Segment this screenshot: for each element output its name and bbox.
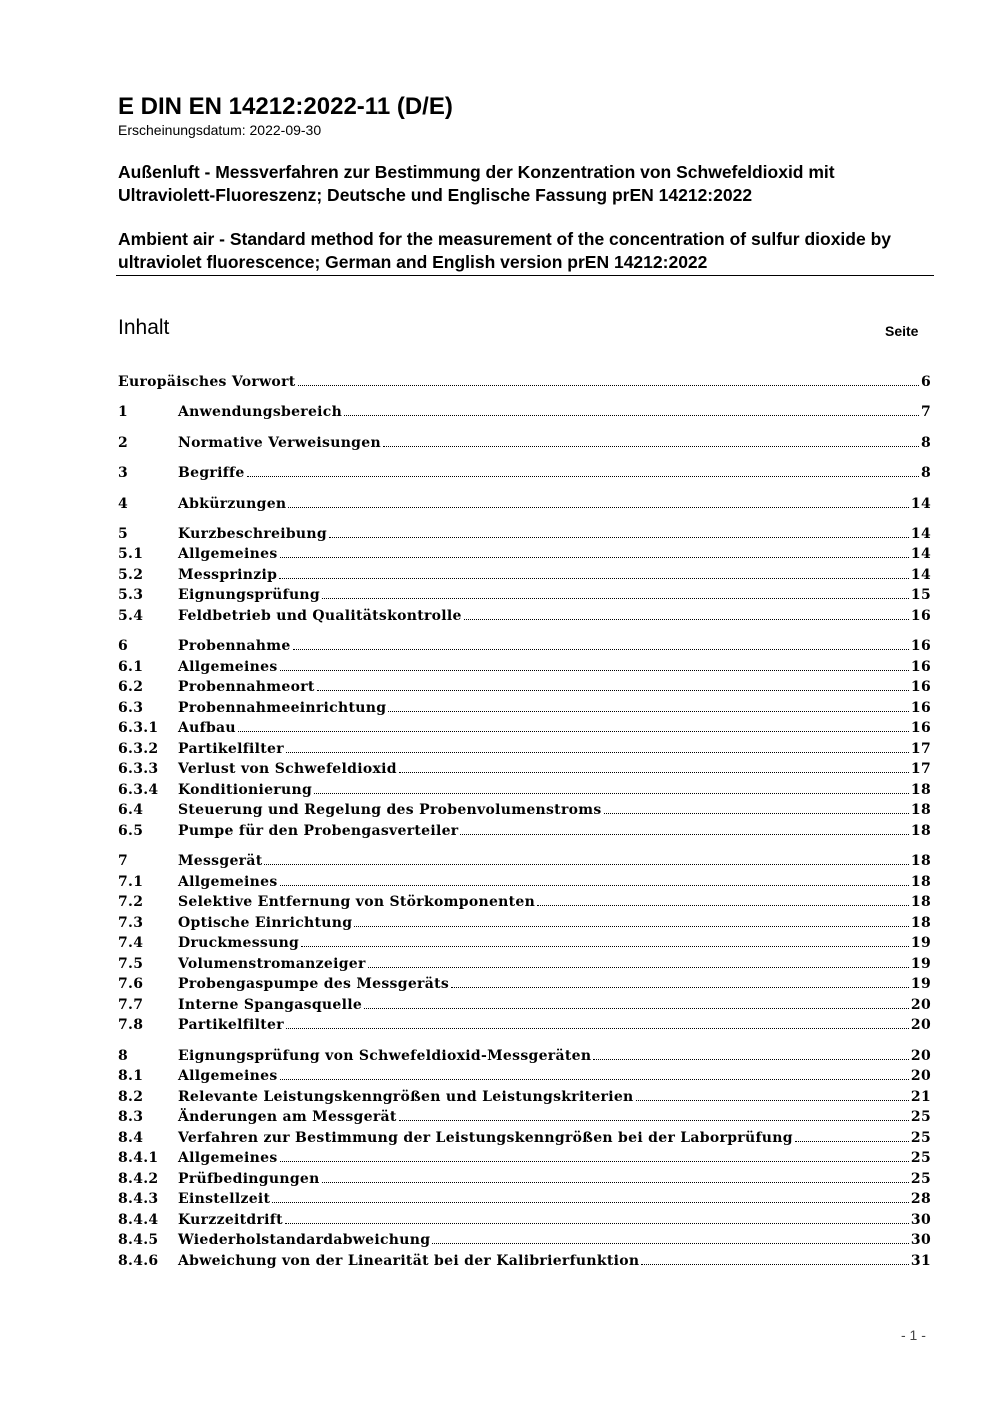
toc-entry-number: 6 [118,638,129,654]
toc-entry-page: 21 [910,1089,931,1105]
toc-entry-title: Eignungsprüfung [178,587,320,603]
toc-entry-title: Probengaspumpe des Messgeräts [178,976,450,992]
toc-leader-dots [238,725,909,732]
toc-leader-dots [322,592,909,599]
toc-entry[interactable] [118,494,931,514]
toc-entry-number: 7.8 [118,1017,144,1033]
toc-entry[interactable] [118,606,931,626]
toc-leader-dots [451,981,909,988]
toc-entry-page: 30 [910,1212,931,1228]
toc-entry-number: 6.4 [118,802,144,818]
toc-entry-title: Pumpe für den Probengasverteiler [178,823,459,839]
page-number: - 1 - [901,1327,926,1343]
toc-entry-page: 18 [910,915,931,931]
toc-entry-page: 19 [910,956,931,972]
toc-entry-number: 7.2 [118,894,144,910]
toc-entry[interactable] [118,851,931,871]
toc-entry-page: 15 [910,587,931,603]
toc-entry[interactable] [118,718,931,738]
toc-entry-number: 8.4.5 [118,1232,159,1248]
toc-entry-page: 30 [910,1232,931,1248]
toc-entry-title: Allgemeines [178,1068,278,1084]
toc-entry-page: 25 [910,1150,931,1166]
toc-entry[interactable] [118,995,931,1015]
toc-entry-number: 6.2 [118,679,144,695]
toc-entry-number: 8.4.3 [118,1191,159,1207]
header-divider [116,275,934,276]
toc-entry-page: 17 [910,761,931,777]
toc-leader-dots [399,1114,909,1121]
toc-entry-number: 1 [118,404,129,420]
toc-entry-page: 25 [910,1130,931,1146]
toc-entry[interactable] [118,677,931,697]
toc-entry-number: 6.3.3 [118,761,159,777]
toc-entry-number: 6.3.1 [118,720,159,736]
toc-entry-number: 8.3 [118,1109,144,1125]
toc-entry[interactable] [118,1128,931,1148]
toc-entry-number: 6.3.2 [118,741,159,757]
toc-entry-page: 28 [910,1191,931,1207]
toc-entry-page: 18 [910,782,931,798]
toc-entry[interactable] [118,1148,931,1168]
toc-leader-dots [280,1073,909,1080]
toc-page-label: Seite [885,323,919,339]
toc-entry-page: 17 [910,741,931,757]
toc-entry[interactable] [118,636,931,656]
toc-entry-title: Eignungsprüfung von Schwefeldioxid-Messgeräten [178,1048,592,1064]
toc-leader-dots [322,1176,909,1183]
toc-leader-dots [280,551,909,558]
toc-entry-page: 16 [910,720,931,736]
toc-entry[interactable] [118,1210,931,1230]
toc-leader-dots [364,1002,909,1009]
toc-entry-title: Verfahren zur Bestimmung der Leistungskenngrößen bei der Laborprüfung [178,1130,793,1146]
toc-leader-dots [344,409,919,416]
toc-entry-number: 7.3 [118,915,144,931]
toc-entry-title: Optische Einrichtung [178,915,353,931]
toc-entry-page: 16 [910,679,931,695]
toc-entry-title: Steuerung und Regelung des Probenvolumenstroms [178,802,602,818]
toc-entry-number: 8.4.1 [118,1150,159,1166]
toc-entry-page: 18 [910,823,931,839]
toc-leader-dots [247,470,919,477]
toc-entry-number: 7 [118,853,129,869]
toc-entry[interactable] [118,524,931,544]
toc-leader-dots [279,572,909,579]
toc-leader-dots [280,879,909,886]
toc-entry-page: 19 [910,976,931,992]
toc-entry-page: 18 [910,853,931,869]
toc-entry-title: Abkürzungen [178,496,287,512]
toc-entry-number: 5.2 [118,567,144,583]
toc-leader-dots [293,643,909,650]
toc-entry-number: 5.3 [118,587,144,603]
toc-entry[interactable] [118,954,931,974]
toc-leader-dots [354,920,909,927]
toc-entry[interactable] [118,463,931,483]
toc-entry-title: Probennahme [178,638,291,654]
toc-entry-title: Probennahmeeinrichtung [178,700,387,716]
toc-leader-dots [286,1022,909,1029]
toc-entry-page: 16 [910,638,931,654]
toc-entry[interactable] [118,1015,931,1035]
toc-entry-number: 7.6 [118,976,144,992]
toc-entry-title: Probennahmeort [178,679,315,695]
toc-leader-dots [280,1155,909,1162]
toc-entry-number: 6.3.4 [118,782,159,798]
toc-entry-title: Änderungen am Messgerät [178,1109,397,1125]
toc-entry[interactable] [118,585,931,605]
toc-entry-number: 7.5 [118,956,144,972]
toc-entry-title: Relevante Leistungskenngrößen und Leistungskriterien [178,1089,634,1105]
toc-entry[interactable] [118,1087,931,1107]
toc-entry-page: 20 [910,1017,931,1033]
toc-entry-title: Partikelfilter [178,1017,284,1033]
toc-leader-dots [317,684,909,691]
toc-entry[interactable] [118,892,931,912]
toc-entry-title: Aufbau [178,720,236,736]
toc-leader-dots [383,440,919,447]
toc-entry[interactable] [118,1107,931,1127]
toc-entry-number: 5.4 [118,608,144,624]
toc-entry-page: 16 [910,608,931,624]
toc-leader-dots [593,1053,909,1060]
toc-entry-number: 8.2 [118,1089,144,1105]
toc-entry[interactable] [118,913,931,933]
toc-leader-dots [641,1258,909,1265]
toc-entry-page: 8 [920,465,931,481]
toc-entry[interactable] [118,1230,931,1250]
toc-entry[interactable] [118,872,931,892]
toc-entry-title: Allgemeines [178,546,278,562]
toc-entry-page: 18 [910,802,931,818]
toc-entry-number: 7.1 [118,874,144,890]
toc-entry[interactable] [118,780,931,800]
toc-entry-title: Allgemeines [178,874,278,890]
toc-entry-page: 20 [910,1048,931,1064]
toc-entry-page: 14 [910,496,931,512]
toc-entry-number: 8.1 [118,1068,144,1084]
toc-entry[interactable] [118,1189,931,1209]
toc-entry-title: Partikelfilter [178,741,284,757]
toc-entry-page: 31 [910,1253,931,1269]
toc-entry-number: 7.4 [118,935,144,951]
toc-leader-dots [636,1094,909,1101]
toc-leader-dots [264,858,908,865]
title-english: Ambient air - Standard method for the measurement of the concentration of sulfur dioxide by ultraviolet fluorescence; German and English version prEN 14212:2022 [118,229,891,272]
toc-leader-dots [301,940,909,947]
toc-entry-title: Abweichung von der Linearität bei der Kalibrierfunktion [178,1253,640,1269]
toc-entry-page: 7 [920,404,931,420]
toc-entry-page: 14 [910,526,931,542]
toc-entry-title: Begriffe [178,465,245,481]
toc-entry-title: Selektive Entfernung von Störkomponenten [178,894,536,910]
toc-leader-dots [286,746,909,753]
toc-entry-title: Einstellzeit [178,1191,271,1207]
toc-leader-dots [314,787,909,794]
toc-entry-number: 5.1 [118,546,144,562]
toc-entry-title: Druckmessung [178,935,300,951]
toc-entry-number: 7.7 [118,997,144,1013]
toc-entry-title: Konditionierung [178,782,313,798]
toc-entry-page: 14 [910,546,931,562]
publication-date: Erscheinungsdatum: 2022-09-30 [118,122,322,138]
toc-entry[interactable] [118,821,931,841]
toc-entry-number: 2 [118,435,129,451]
toc-entry-title: Europäisches Vorwort [118,374,296,390]
toc-entry-title: Messgerät [178,853,263,869]
toc-entry[interactable] [118,698,931,718]
toc-entry-number: 8.4 [118,1130,144,1146]
toc-entry[interactable] [118,1251,931,1271]
toc-leader-dots [464,613,909,620]
toc-entry-number: 8.4.4 [118,1212,159,1228]
toc-entry-number: 3 [118,465,129,481]
toc-entry-page: 25 [910,1109,931,1125]
toc-entry-title: Feldbetrieb und Qualitätskontrolle [178,608,462,624]
toc-leader-dots [604,807,909,814]
toc-heading: Inhalt [118,316,170,339]
toc-leader-dots [368,961,909,968]
toc-entry[interactable] [118,1066,931,1086]
toc-entry[interactable] [118,759,931,779]
toc-entry-page: 20 [910,997,931,1013]
document-title: E DIN EN 14212:2022-11 (D/E) [118,93,453,120]
toc-entry-title: Interne Spangasquelle [178,997,363,1013]
toc-entry-title: Allgemeines [178,1150,278,1166]
toc-leader-dots [432,1237,909,1244]
toc-leader-dots [285,1217,909,1224]
toc-entry-page: 16 [910,700,931,716]
toc-leader-dots [388,705,909,712]
toc-entry[interactable] [118,739,931,759]
toc-entry-title: Kurzbeschreibung [178,526,327,542]
toc-entry-number: 8 [118,1048,129,1064]
toc-entry-page: 6 [920,374,931,390]
title-german: Außenluft - Messverfahren zur Bestimmung der Konzentration von Schwefeldioxid mit Ultraviolett-Fluoreszenz; Deutsche und Englische Fassung prEN 14212:2022 [118,162,835,205]
toc-leader-dots [460,828,908,835]
toc-entry-page: 19 [910,935,931,951]
toc-entry[interactable] [118,565,931,585]
toc-entry-number: 5 [118,526,129,542]
toc-entry-number: 6.1 [118,659,144,675]
toc-entry-number: 6.3 [118,700,144,716]
toc-entry[interactable] [118,433,931,453]
toc-entry-title: Anwendungsbereich [178,404,343,420]
toc-entry-number: 8.4.6 [118,1253,159,1269]
toc-entry[interactable] [118,800,931,820]
toc-leader-dots [298,379,919,386]
toc-leader-dots [288,501,909,508]
toc-entry-page: 20 [910,1068,931,1084]
toc-entry[interactable] [118,402,931,422]
toc-entry[interactable] [118,657,931,677]
toc-entry[interactable] [118,544,931,564]
toc-entry-page: 14 [910,567,931,583]
toc-entry-page: 18 [910,894,931,910]
toc-entry[interactable] [118,1046,931,1066]
toc-entry-number: 6.5 [118,823,144,839]
toc-entry-number: 8.4.2 [118,1171,159,1187]
toc-entry-title: Allgemeines [178,659,278,675]
toc-entry-title: Prüfbedingungen [178,1171,320,1187]
toc-entry[interactable] [118,1169,931,1189]
toc-entry-title: Messprinzip [178,567,278,583]
toc-leader-dots [399,766,909,773]
toc-entry-page: 25 [910,1171,931,1187]
toc-entry-title: Volumenstromanzeiger [178,956,366,972]
toc-entry-page: 8 [920,435,931,451]
toc-entry-title: Normative Verweisungen [178,435,381,451]
toc-entry[interactable] [118,974,931,994]
toc-entry-title: Verlust von Schwefeldioxid [178,761,397,777]
toc-leader-dots [280,664,909,671]
toc-leader-dots [795,1135,909,1142]
toc-entry-title: Kurzzeitdrift [178,1212,283,1228]
toc-entry-page: 18 [910,874,931,890]
toc-leader-dots [329,531,909,538]
toc-entry[interactable] [118,372,931,392]
toc-entry-number: 4 [118,496,129,512]
toc-entry-title: Wiederholstandardabweichung [178,1232,431,1248]
toc-entry[interactable] [118,933,931,953]
toc-leader-dots [272,1196,909,1203]
toc-leader-dots [537,899,909,906]
toc-entry-page: 16 [910,659,931,675]
